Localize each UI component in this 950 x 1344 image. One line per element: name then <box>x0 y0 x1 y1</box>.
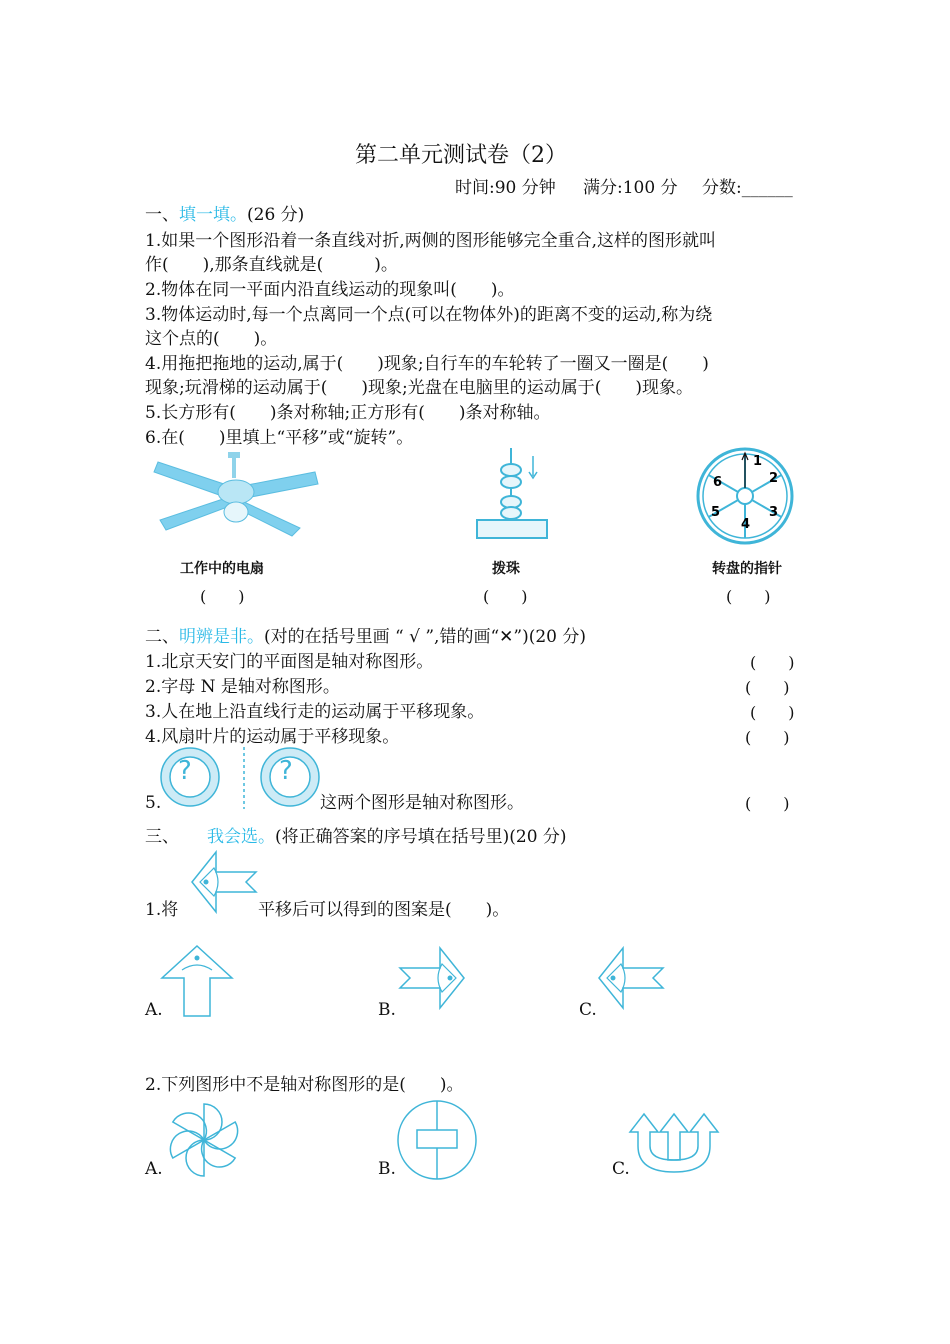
wheel-number: 4 <box>741 517 751 532</box>
section-3-heading <box>145 825 567 849</box>
judge-item-5-number: 5. <box>145 793 162 813</box>
wheel-number: 2 <box>769 471 779 486</box>
option-b-circle-shape <box>395 1098 479 1182</box>
judge-item-5-text: 这两个图形是轴对称图形。 <box>320 793 524 813</box>
section-1-points: (26 分) <box>247 205 305 225</box>
option-c-left-arrow-shape <box>597 944 667 1014</box>
s1-line: 5.长方形有( )条对称轴;正方形有( )条对称轴。 <box>145 403 551 423</box>
question-mark-icon: ? <box>178 756 192 786</box>
score-field[interactable]: 分数:______ <box>702 178 793 198</box>
s1-line: 3.物体运动时,每一个点离同一个点(可以在物体外)的距离不变的运动,称为绕 <box>145 305 713 325</box>
caption-spinner: 转盘的指针 <box>712 561 782 577</box>
q2-text: 2.下列图形中不是轴对称图形的是( )。 <box>145 1075 464 1095</box>
q1-option-b[interactable]: B. <box>378 1000 396 1020</box>
judge-item: 3.人在地上沿直线行走的运动属于平移现象。 <box>145 702 485 722</box>
answer-blank[interactable]: ( ) <box>200 587 245 606</box>
judge-item: 4.风扇叶片的运动属于平移现象。 <box>145 727 400 747</box>
section-3-name: 我会选。 <box>207 827 275 847</box>
s1-line: 这个点的( )。 <box>145 329 278 349</box>
option-a-pinwheel-shape <box>160 1100 256 1180</box>
fish-arrow-left-shape <box>190 848 260 918</box>
wheel-number: 3 <box>769 505 779 520</box>
s1-line: 4.用拖把拖地的运动,属于( )现象;自行车的车轮转了一圈又一圈是( ) <box>145 354 709 374</box>
section-2-heading <box>145 625 586 649</box>
wheel-number: 5 <box>711 505 721 520</box>
option-c-trident-shape <box>628 1110 720 1174</box>
answer-blank[interactable]: ( ) <box>745 678 790 697</box>
section-1-name: 填一填。 <box>179 205 247 225</box>
time-info: 时间:90 分钟 <box>455 178 556 198</box>
answer-blank[interactable]: ( ) <box>750 653 795 672</box>
answer-blank[interactable]: ( ) <box>726 587 771 606</box>
answer-blank[interactable]: ( ) <box>745 794 790 813</box>
option-a-up-arrow-shape <box>160 944 234 1018</box>
s1-line: 1.如果一个图形沿着一条直线对折,两侧的图形能够完全重合,这样的图形就叫 <box>145 231 717 251</box>
q1-option-c[interactable]: C. <box>579 1000 597 1020</box>
section-3-points: (将正确答案的序号填在括号里)(20 分) <box>275 827 567 847</box>
judge-item: 1.北京天安门的平面图是轴对称图形。 <box>145 652 434 672</box>
abacus-bead-icon <box>475 446 555 541</box>
caption-fan: 工作中的电扇 <box>180 561 264 577</box>
q1-prefix: 1.将 <box>145 900 179 920</box>
section-1-heading <box>145 203 304 227</box>
answer-blank[interactable]: ( ) <box>483 587 528 606</box>
q1-suffix: 平移后可以得到的图案是( )。 <box>258 900 510 920</box>
section-2-name: 明辨是非。 <box>179 627 264 647</box>
s1-line: 现象;玩滑梯的运动属于( )现象;光盘在电脑里的运动属于( )现象。 <box>145 378 693 398</box>
section-3-number: 三、 <box>145 827 179 847</box>
option-b-right-arrow-shape <box>396 944 466 1014</box>
answer-blank[interactable]: ( ) <box>745 728 790 747</box>
s1-line: 2.物体在同一平面内沿直线运动的现象叫( )。 <box>145 280 515 300</box>
s1-line: 作( ),那条直线就是( )。 <box>145 255 398 275</box>
q2-option-a[interactable]: A. <box>145 1159 163 1179</box>
judge-item: 2.字母 N 是轴对称图形。 <box>145 677 340 697</box>
section-2-points: (对的在括号里画 “ √ ”,错的画“✕”)(20 分) <box>264 627 587 647</box>
ceiling-fan-icon <box>150 450 320 540</box>
q2-option-b[interactable]: B. <box>378 1159 396 1179</box>
spinner-wheel-icon <box>695 446 795 546</box>
caption-abacus: 拨珠 <box>492 561 520 577</box>
page-title: 第二单元测试卷（2） <box>355 143 567 168</box>
section-1-number: 一、 <box>145 205 179 225</box>
question-mark-icon: ? <box>279 756 293 786</box>
wheel-number: 6 <box>713 475 723 490</box>
full-score-info: 满分:100 分 <box>583 178 678 198</box>
q2-option-c[interactable]: C. <box>612 1159 630 1179</box>
answer-blank[interactable]: ( ) <box>750 703 795 722</box>
wheel-number: 1 <box>753 454 763 469</box>
section-2-number: 二、 <box>145 627 179 647</box>
q1-option-a[interactable]: A. <box>145 1000 163 1020</box>
s1-line: 6.在( )里填上“平移”或“旋转”。 <box>145 428 414 448</box>
